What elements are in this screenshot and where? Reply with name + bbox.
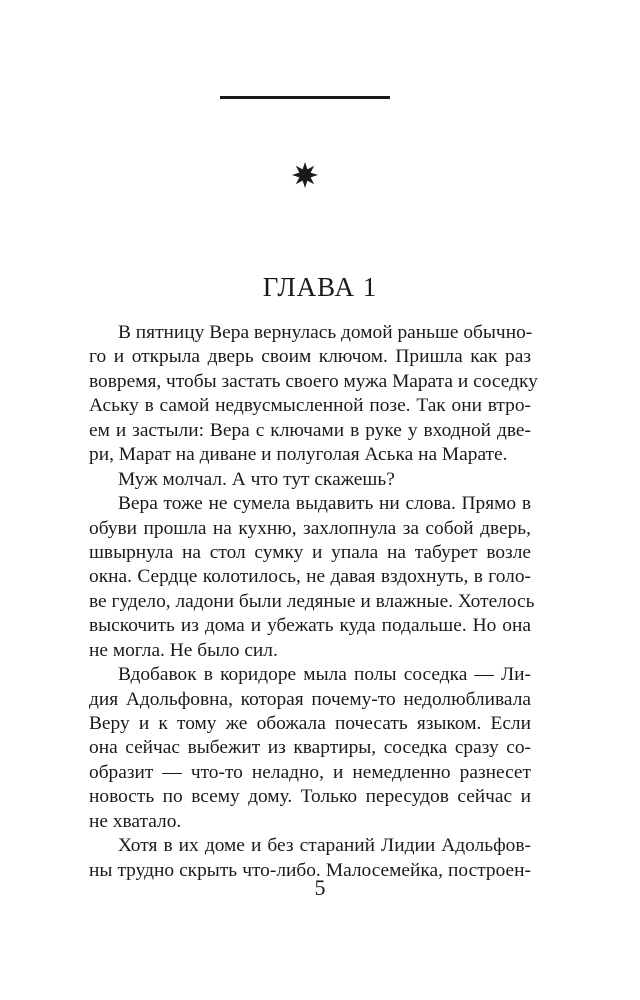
text-line: Вера тоже не сумела выдавить ни слова. Прямо в [118, 493, 531, 515]
text-line: обуви прошла на кухню, захлопнула за собой дверь, [89, 517, 531, 539]
text-line: Вдобавок в коридоре мыла полы соседка — Ли- [118, 664, 531, 686]
text-line: ри, Марат на диване и полуголая Аська на Марате. [89, 444, 508, 466]
text-line: Веру и к тому же обожала почесать языком. Если [89, 713, 531, 734]
text-line: дия Адольфовна, которая почему-то недолюбливала [89, 688, 531, 710]
paragraph [89, 663, 531, 834]
text-line: го и открыла дверь своим ключом. Пришла как раз [89, 346, 531, 368]
text-line: она сейчас выбежит из квартиры, соседка сразу со- [89, 737, 531, 759]
text-line: швырнула на стол сумку и упала на табурет возле [89, 541, 531, 563]
text-line: новость по всему дому. Только пересудов сейчас и [89, 786, 531, 808]
star-ornament-icon [290, 160, 320, 190]
text-line: образит — что-то неладно, и немедленно разнесет [89, 761, 531, 783]
text-line: Аську в самой недвусмысленной позе. Так они втро- [89, 395, 531, 417]
text-line: не хватало. [89, 810, 182, 832]
paragraph [89, 492, 535, 663]
top-rule [220, 96, 390, 99]
text-line: ве гудело, ладони были ледяные и влажные. Хотелось [89, 590, 535, 612]
paragraph [89, 321, 538, 468]
body-text [89, 321, 538, 883]
text-line: Муж молчал. А что тут скажешь? [118, 468, 395, 490]
text-line: выскочить из дома и убежать куда подальше. Но она [89, 615, 531, 637]
text-line: не могла. Не было сил. [89, 639, 278, 661]
text-line: окна. Сердце колотилось, не давая вздохнуть, в голо- [89, 566, 531, 588]
paragraph [89, 468, 531, 492]
text-line: ны трудно скрыть что-либо. Малосемейка, построен- [89, 859, 531, 881]
text-line: ем и застыли: Вера с ключами в руке у входной две- [89, 419, 531, 441]
text-line: вовремя, чтобы застать своего мужа Марата и соседку [89, 370, 538, 392]
text-line: В пятницу Вера вернулась домой раньше обычно- [118, 322, 533, 343]
page-number: 5 [314, 875, 326, 900]
text-line: Хотя в их доме и без стараний Лидии Адольфов- [118, 835, 531, 857]
chapter-title: ГЛАВА 1 [262, 272, 378, 302]
